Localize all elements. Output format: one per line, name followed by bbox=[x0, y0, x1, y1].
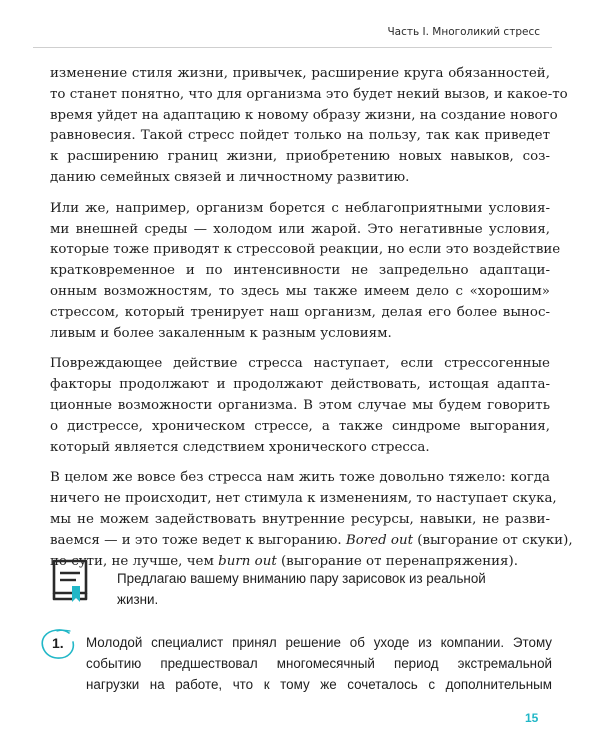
text-line: ционные возможности организма. В этом случае мы будем говорить bbox=[50, 397, 550, 413]
text-line: ливым и более закаленным к разным условиям. bbox=[50, 325, 392, 341]
page-number: 15 bbox=[525, 711, 539, 725]
main-text bbox=[50, 64, 573, 582]
english-term: Bored out bbox=[345, 532, 413, 548]
text-run: ваемся — и это тоже ведет к выгоранию. bbox=[50, 532, 346, 548]
text-line: ничего не происходит, нет стимула к изменениям, то наступает скука, bbox=[50, 491, 557, 507]
list-number: 1. bbox=[52, 635, 64, 651]
paragraph bbox=[50, 199, 561, 345]
text-line bbox=[50, 531, 573, 552]
text-line: жизни. bbox=[117, 591, 159, 607]
paragraph bbox=[50, 468, 573, 572]
text-line: о дистрессе, хроническом стрессе, а также синдроме выгорания, bbox=[50, 418, 550, 434]
list-item-text bbox=[86, 633, 552, 695]
text-line: которые тоже приводят к стрессовой реакции, но если это воздействие bbox=[50, 242, 561, 258]
text-line: Предлагаю вашему вниманию пару зарисовок из реальной bbox=[117, 571, 486, 586]
text-line: Повреждающее действие стресса наступает, если стрессогенные bbox=[50, 356, 550, 372]
paragraph bbox=[50, 64, 568, 189]
running-header: Часть I. Многоликий стресс bbox=[387, 26, 540, 38]
text-line: ми внешней среды — холодом или жарой. Это негативные условия, bbox=[50, 221, 550, 237]
text-line: Молодой специалист принял решение об уходе из компании. Этому bbox=[86, 635, 552, 650]
book-icon bbox=[48, 558, 92, 604]
header-divider bbox=[33, 47, 552, 48]
text-line: который является следствием хронического стресса. bbox=[50, 439, 430, 455]
text-line: изменение стиля жизни, привычек, расширение круга обязанностей, bbox=[50, 66, 550, 81]
text-line: онным возможностям, то здесь мы также имеем дело с «хорошим» bbox=[50, 283, 550, 299]
text-line: то станет понятно, что для организма это будет некий вызов, и какое-то bbox=[50, 86, 568, 102]
text-line: В целом же вовсе без стресса нам жить тоже довольно тяжело: когда bbox=[50, 470, 550, 486]
text-line: Или же, например, организм борется с неблагоприятными условия- bbox=[50, 200, 550, 216]
text-line: нагрузки на работе, что к тому же сочеталось с дополнительным bbox=[86, 676, 552, 692]
text-line: стрессом, который тренирует наш организм, делая его более вынос- bbox=[50, 304, 550, 320]
text-line: событию предшествовал многомесячный период экстремальной bbox=[86, 655, 552, 671]
list-number-badge bbox=[39, 627, 79, 661]
text-line: мы не можем задействовать внутренние ресурсы, навыки, не разви- bbox=[50, 511, 550, 527]
callout-text bbox=[117, 569, 549, 611]
text-line: равновесия. Такой стресс пойдет только на пользу, так как приведет bbox=[50, 128, 550, 144]
text-line: данию семейных связей и личностному развитию. bbox=[50, 169, 410, 185]
text-line: к расширению границ жизни, приобретению новых навыков, соз- bbox=[50, 149, 550, 165]
paragraph bbox=[50, 354, 550, 458]
english-term: burn out bbox=[218, 553, 277, 569]
text-line: кратковременное и по интенсивности не запредельно адаптаци- bbox=[50, 263, 550, 279]
text-run: (выгорание от скуки), bbox=[413, 532, 573, 548]
text-run: по сути, не лучше, чем bbox=[50, 553, 219, 569]
text-line: факторы продолжают и продолжают действовать, истощая адапта- bbox=[50, 377, 550, 393]
text-run: (выгорание от перенапряжения). bbox=[276, 553, 518, 569]
text-line: время уйдет на адаптацию к новому образу жизни, на создание нового bbox=[50, 107, 558, 123]
